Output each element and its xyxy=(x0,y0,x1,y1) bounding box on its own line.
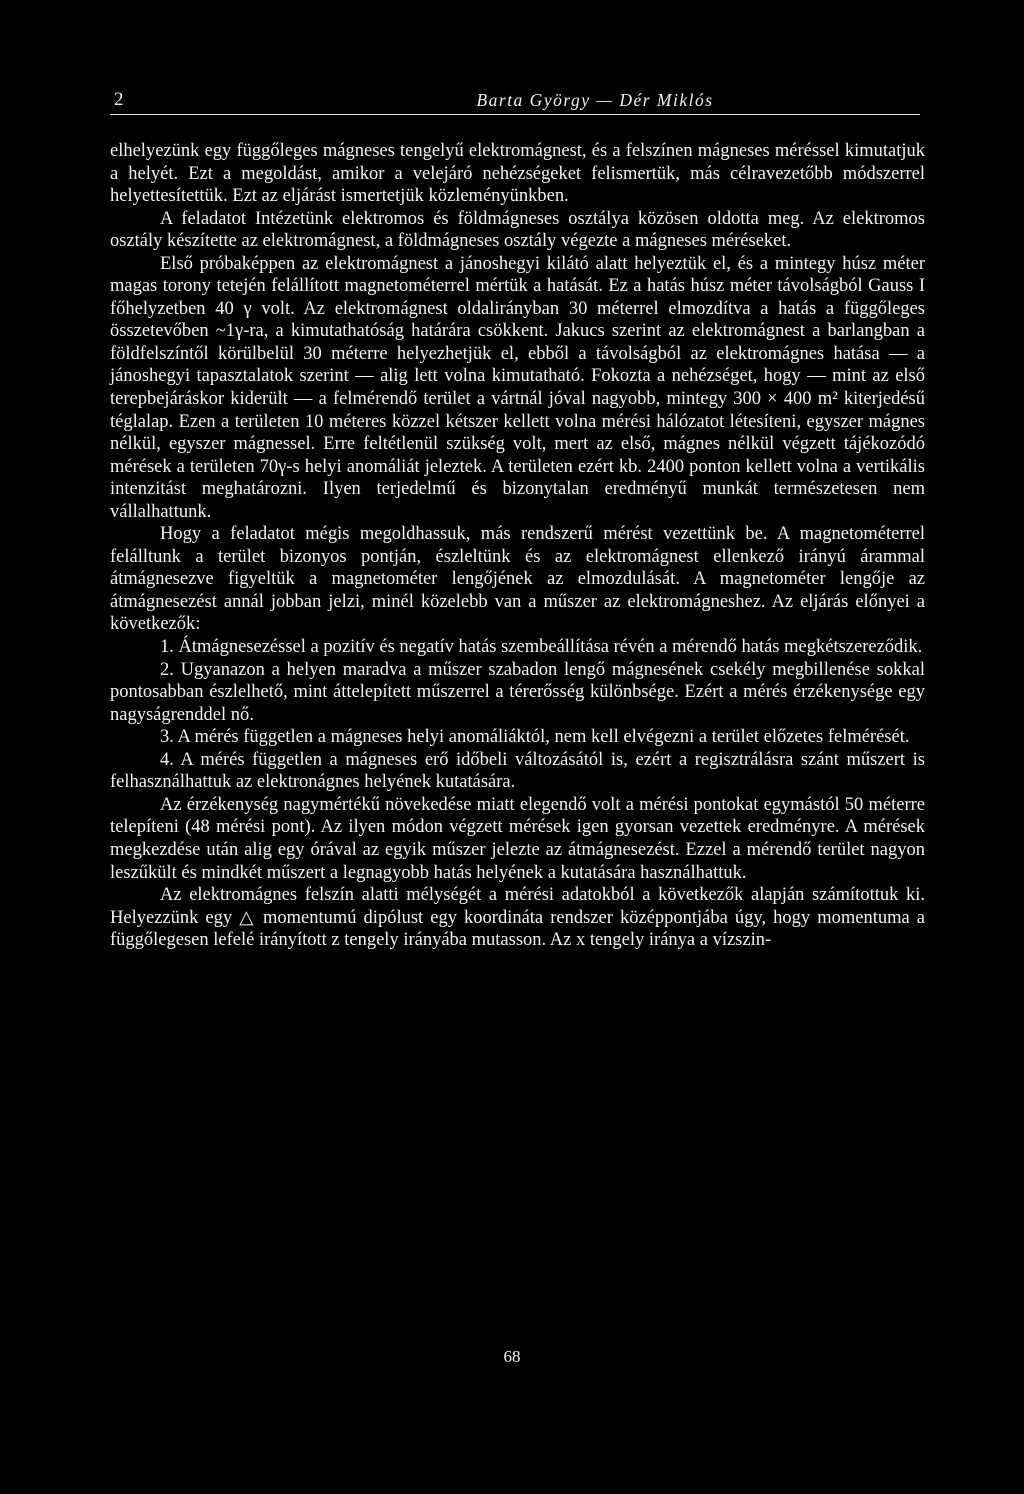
list-item: 3. A mérés független a mágneses helyi anomáliáktól, nem kell elvégezni a terület előzetes felmérését. xyxy=(160,727,910,748)
running-head xyxy=(110,88,920,115)
page-number: 2 xyxy=(114,89,124,110)
footer-page-number: 68 xyxy=(503,1347,521,1366)
paragraph: Az érzékenység nagymértékű növekedése miatt elegendő volt a mérési pontokat egymástól 50 méterre telepíteni (48 mérési pont). Az ilyen módon végzett mérések igen gyorsan vezettek eredményre. A mérések megkezdése után alig egy órával az egyik műszer jelezte az átmágnesezést. Ezzel a mérendő terület nagyon leszűkült és mindkét műszert a legnagyobb hatás helyének a kutatására használhattuk. xyxy=(110,794,925,883)
list-item: 4. A mérés független a mágneses erő időbeli változásától is, ezért a regisztrálásra szánt műszert is felhasználhattuk az elektronágnes helyének kutatására. xyxy=(110,749,925,793)
paragraph: Első próbaképpen az elektromágnest a jánoshegyi kilátó alatt helyeztük el, és a mintegy húsz méter magas torony tetején felállított magnetométerrel mértük a hatását. Ez a hatás húsz méter távolságból Gauss I főhelyzetben 40 γ volt. Az elektromágnest oldalirányban 30 méterrel elmozdítva a hatás a függőleges összetevőben ~1γ-ra, a kimutathatóság határára csökkent. Jakucs szerint az elektromágnest a barlangban a földfelszíntől körülbelül 30 méterre helyezhetjük el, ebből a távolságból az elektromágnes hatása — a jánoshegyi tapasztalatok szerint — alig lett volna kimutatható. Fokozta a nehézséget, hogy — mint az első terepbejáráskor kiderült — a felmérendő terület a vártnál jóval nagyobb, mintegy 300 × 400 m² kiterjedésű téglalap. Ezen a területen 10 méteres közzel kétszer kellett volna mérési hálózatot létesíteni, egyszer mágnes nélkül, egyszer mágnessel. Erre feltétlenül szükség volt, mert az első, mágnes nélkül végzett tájékozódó mérések a területen 70γ-s helyi anomáliát jeleztek. A területen ezért kb. 2400 ponton kellett volna a vertikális intenzitást meghatározni. Ilyen terjedelmű és bizonytalan eredményű munkát természetesen nem vállalhattunk. xyxy=(110,253,925,522)
list-item: 1. Átmágnesezéssel a pozitív és negatív hatás szembeállítása révén a mérendő hatás megkétszereződik. xyxy=(160,637,923,658)
list-item: 2. Ugyanazon a helyen maradva a műszer szabadon lengő mágnesének csekély megbillenése sokkal pontosabban észlelhető, mint áttelepített műszerrel a térerősség különbsége. Ezért a mérés érzékenysége egy nagyságrenddel nő. xyxy=(110,659,925,725)
paragraph: Hogy a feladatot mégis megoldhassuk, más rendszerű mérést vezettünk be. A magnetométerrel felálltunk a terület bizonyos pontján, észleltünk és az elektromágnest ellenkező irányú árammal átmágnesezve figyeltük a magnetométer lengőjének az elmozdulását. A magnetométer lengője az átmágnesezést annál jobban jelzi, minél közelebb van a műszer az elektromágneshez. Az eljárás előnyei a következők: xyxy=(110,524,925,635)
body-text xyxy=(110,140,925,952)
paragraph: A feladatot Intézetünk elektromos és földmágneses osztálya közösen oldotta meg. Az elektromos osztály készítette az elektromágnest, a földmágneses osztály végezte a mágneses méréseket. xyxy=(110,208,925,252)
paragraph: Az elektromágnes felszín alatti mélységét a mérési adatokból a következők alapján számítottuk ki. Helyezzünk egy △ momentumú dipólust egy koordináta rendszer középpontjába úgy, hogy momentuma a függőlegesen lefelé irányított z tengely irányába mutasson. Az x tengely iránya a vízszin- xyxy=(110,885,925,951)
running-head-authors: Barta György — Dér Miklós xyxy=(476,90,714,110)
paragraph: elhelyezünk egy függőleges mágneses tengelyű elektromágnest, és a felszínen mágneses méréssel kimutatjuk a helyét. Ezt a megoldást, amikor a velejáró nehézségeket felismertük, más célravezetőbb módszerrel helyettesítettük. Ezt az eljárást ismertetjük közleményünkben. xyxy=(110,141,925,207)
